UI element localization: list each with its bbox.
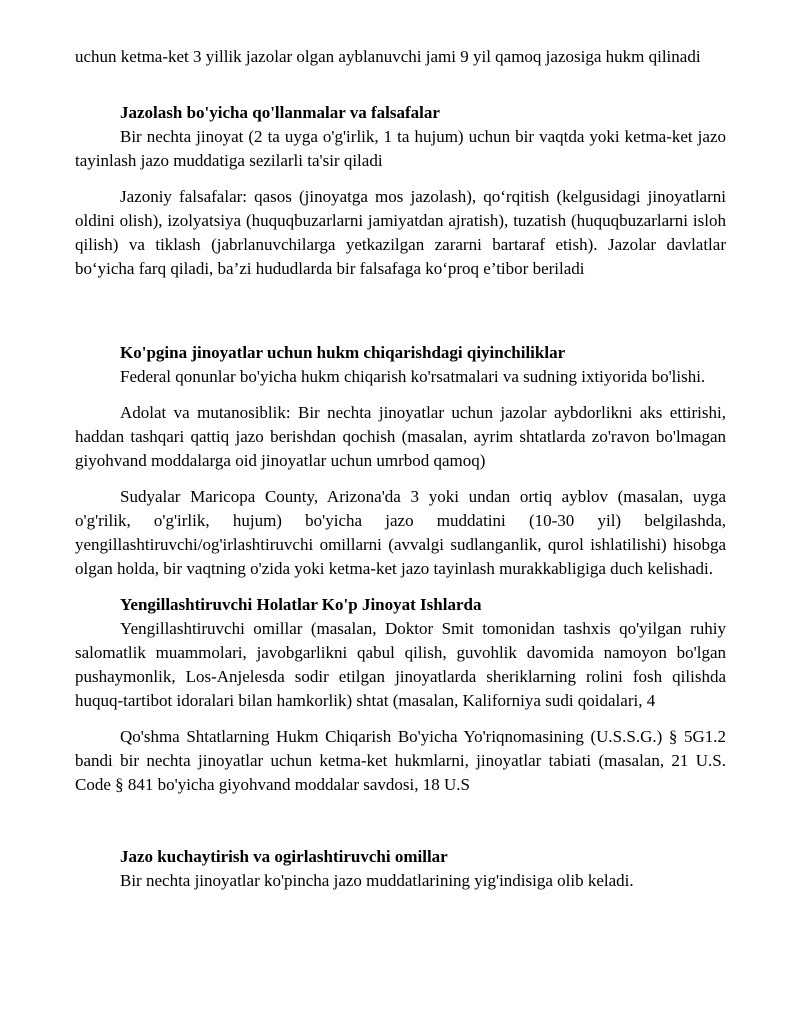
section-paragraph: Bir nechta jinoyatlar ko'pincha jazo muddatlarining yig'indisiga olib keladi. <box>120 871 634 890</box>
section-paragraph: Yengillashtiruvchi omillar (masalan, Doktor Smit tomonidan tashxis qo'yilgan ruhiy salomatlik muammolari, javobgarlikni qabul qilish, guvohlik davomida namoyon bo'lgan pushaymonlik, Los-Anjelesda sodir etilgan jinoyatlarda sheriklarning rolini fosh qilishda huquq-tartibot idoralari bilan hamkorlik) shtat (masalan, Kaliforniya sudi qoidalari, 4 <box>75 619 726 710</box>
spacer <box>75 281 726 341</box>
intro-paragraph: uchun ketma-ket 3 yillik jazolar olgan ayblanuvchi jami 9 yil qamoq jazosiga hukm qilinadi <box>75 47 701 66</box>
section-heading-aggravating: Jazo kuchaytirish va ogirlashtiruvchi omillar <box>120 847 448 866</box>
spacer <box>75 797 726 845</box>
spacer <box>75 389 726 401</box>
section-paragraph: Adolat va mutanosiblik: Bir nechta jinoyatlar uchun jazolar aybdorlikni aks ettirishi, haddan tashqari qattiq jazo berishdan qochish (masalan, ayrim shtatlarda zo'ravon bo'lmagan giyohvand moddalarga oid jinoyatlar uchun umrbod qamoq) <box>75 403 726 470</box>
spacer <box>75 173 726 185</box>
section-paragraph: Jazoniy falsafalar: qasos (jinoyatga mos jazolash), qo‘rqitish (kelgusidagi jinoyatlarni oldini olish), izolyatsiya (huquqbuzarlarni jamiyatdan ajratish), tuzatish (huquqbuzarlarni isloh qilish) va tiklash (jabrlanuvchilarga yetkazilgan zararni bartaraf etish). Jazolar davlatlar bo‘yicha farq qiladi, ba’zi hududlarda bir falsafaga ko‘proq e’tibor beriladi <box>75 187 726 278</box>
section-heading-mitigating: Yengillashtiruvchi Holatlar Ko'p Jinoyat Ishlarda <box>120 595 482 614</box>
spacer <box>75 473 726 485</box>
section-heading-guidelines: Jazolash bo'yicha qo'llanmalar va falsafalar <box>120 103 440 122</box>
section-paragraph: Sudyalar Maricopa County, Arizona'da 3 yoki undan ortiq ayblov (masalan, uyga o'g'rilik, o'g'irlik, hujum) bo'yicha jazo muddatini (10-30 yil) belgilashda, yengillashtiruvchi/og'irlashtiruvchi omillarni (avvalgi sudlanganlik, qurol ishlatilishi) hisobga olgan holda, bir vaqtning o'zida yoki ketma-ket jazo tayinlash murakkabligiga duch kelishadi. <box>75 487 726 578</box>
section-paragraph: Federal qonunlar bo'yicha hukm chiqarish ko'rsatmalari va sudning ixtiyorida bo'lishi. <box>120 367 706 386</box>
document-body <box>75 45 726 893</box>
section-paragraph: Bir nechta jinoyat (2 ta uyga o'g'irlik, 1 ta hujum) uchun bir vaqtda yoki ketma-ket jazo tayinlash jazo muddatiga sezilarli ta'sir qiladi <box>75 127 726 170</box>
spacer <box>75 69 726 101</box>
section-heading-challenges: Ko'pgina jinoyatlar uchun hukm chiqarishdagi qiyinchiliklar <box>120 343 566 362</box>
spacer <box>75 713 726 725</box>
section-paragraph: Qo'shma Shtatlarning Hukm Chiqarish Bo'yicha Yo'riqnomasining (U.S.S.G.) § 5G1.2 bandi bir nechta jinoyatlar uchun ketma-ket hukmlarni, jinoyatlar tabiati (masalan, 21 U.S. Code § 841 bo'yicha giyohvand moddalar savdosi, 18 U.S <box>75 727 726 794</box>
spacer <box>75 581 726 593</box>
